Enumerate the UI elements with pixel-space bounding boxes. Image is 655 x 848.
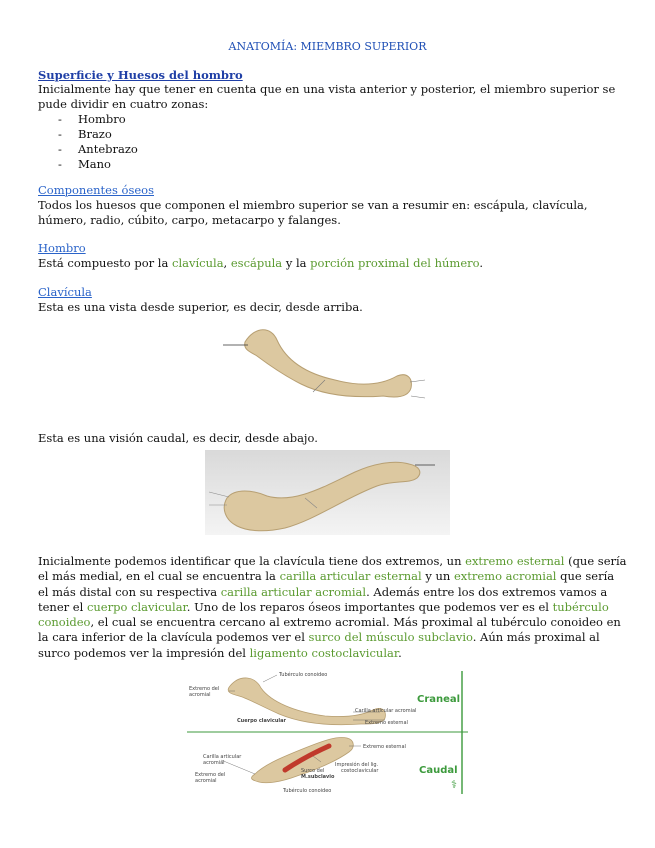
hombro-paragraph <box>38 256 618 271</box>
term-clavicula: clavícula <box>172 256 224 270</box>
clavicle-labeled-figure <box>185 666 470 800</box>
paragraph-line <box>38 554 628 569</box>
term-extremo-esternal: extremo esternal <box>465 554 565 568</box>
label-extremo-acromial-2: acromial <box>189 692 211 698</box>
text: . <box>398 645 402 660</box>
paragraph-line <box>38 600 628 615</box>
caduceus-icon: ⚕ <box>451 778 457 791</box>
list-item: - Hombro <box>58 112 138 127</box>
section-heading-superficie[interactable]: Superficie y Huesos del hombro <box>38 68 243 82</box>
componentes-line-1: Todos los huesos que componen el miembro superior se van a resumir en: escápula, clavícula, <box>38 198 588 212</box>
term-escapula: escápula <box>230 256 283 270</box>
text: . Aún más proximal al <box>472 630 600 645</box>
text: tener el <box>38 599 87 614</box>
term-cuerpo-clavicular: cuerpo clavicular <box>86 599 187 614</box>
label-surco-2: M.subclavio <box>301 774 335 780</box>
paragraph-line <box>38 615 628 630</box>
label-surco-1: Surco del <box>301 768 325 774</box>
intro-paragraph <box>38 82 618 112</box>
section-heading-componentes[interactable]: Componentes óseos <box>38 183 154 197</box>
term-ligamento-costoclavicular: ligamento costoclavicular <box>249 645 399 660</box>
list-item: - Mano <box>58 157 138 172</box>
section-heading-clavicula[interactable]: Clavícula <box>38 285 92 299</box>
label-impresion-lig-2: costoclavicular <box>341 768 379 774</box>
text: que sería <box>556 569 615 584</box>
label-carilla-articular-2: acromial <box>203 760 225 766</box>
label-cuerpo-clavicular: Cuerpo clavicular <box>237 718 286 724</box>
text: . <box>479 256 483 270</box>
clavicle-caudal-image <box>205 450 450 535</box>
text: el más distal con su respectiva <box>38 584 221 599</box>
text: la cara inferior de la clavícula podemos ver el <box>38 630 309 645</box>
term-carilla-articular-acromial: carilla articular acromial <box>220 584 367 599</box>
text: surco podemos ver la impresión del <box>38 645 250 660</box>
section-heading-hombro[interactable]: Hombro <box>38 241 86 255</box>
text: Está compuesto por la <box>38 256 173 270</box>
label-carilla-acromial-right: Carilla articular acromial <box>355 708 417 714</box>
term-extremo-acromial: extremo acromial <box>453 569 557 584</box>
term-conoideo: conoideo <box>38 615 91 630</box>
intro-line-1: Inicialmente hay que tener en cuenta que en una vista anterior y posterior, el miembro superior se <box>38 82 616 96</box>
paragraph-line <box>38 630 628 645</box>
label-extremo-esternal-mid: Extremo esternal <box>363 744 406 750</box>
caudal-view-caption: Esta es una visión caudal, es decir, desde abajo. <box>38 431 318 445</box>
text: (que sería <box>564 554 627 568</box>
paragraph-line <box>38 569 628 584</box>
list-item: - Brazo <box>58 127 138 142</box>
text: . Uno de los reparos óseos importantes que podemos ver es el <box>186 599 553 614</box>
label-carilla-articular-1: Carilla articular <box>203 754 242 760</box>
componentes-line-2: húmero, radio, cúbito, carpo, metacarpo y falanges. <box>38 213 341 227</box>
label-extremo-acromial-1: Extremo del <box>189 686 220 692</box>
clavicle-superior-image <box>215 318 435 418</box>
text: y un <box>421 569 454 584</box>
superior-view-caption: Esta es una vista desde superior, es decir, desde arriba. <box>38 300 363 314</box>
label-impresion-lig-1: Impresión del lig. <box>335 762 379 768</box>
text: Inicialmente podemos identificar que la clavícula tiene dos extremos, un <box>38 554 466 568</box>
text: el más medial, en el cual se encuentra la <box>38 569 280 584</box>
text: , <box>223 256 231 270</box>
paragraph-line <box>38 585 628 600</box>
text: . Además entre los dos extremos vamos a <box>366 584 608 599</box>
document-title: ANATOMÍA: MIEMBRO SUPERIOR <box>228 40 427 53</box>
paragraph-line <box>38 646 628 661</box>
label-extremo-low-2: acromial <box>195 778 217 784</box>
label-craneal: Craneal <box>417 694 461 705</box>
label-tuberculo-conoideo-bottom: Tubérculo conoideo <box>283 788 332 794</box>
term-tuberculo: tubérculo <box>552 599 609 614</box>
term-surco-subclavio: surco del músculo subclavio <box>308 630 473 645</box>
text: , el cual se encuentra cercano al extremo acromial. Más proximal al tubérculo conoideo en <box>90 615 621 630</box>
text: y la <box>282 256 311 270</box>
label-extremo-esternal-right: Extremo esternal <box>365 720 408 726</box>
term-carilla-articular-esternal: carilla articular esternal <box>279 569 422 584</box>
zones-list <box>58 112 138 172</box>
label-extremo-low-1: Extremo del <box>195 772 226 778</box>
intro-line-2: pude dividir en cuatro zonas: <box>38 97 209 111</box>
clavicula-description-paragraph <box>38 554 628 661</box>
componentes-paragraph <box>38 198 618 228</box>
label-tuberculo-conoideo-top: Tubérculo conoideo <box>279 672 328 678</box>
list-item: - Antebrazo <box>58 142 138 157</box>
term-humero: porción proximal del húmero <box>310 256 480 270</box>
label-caudal: Caudal <box>419 765 458 776</box>
